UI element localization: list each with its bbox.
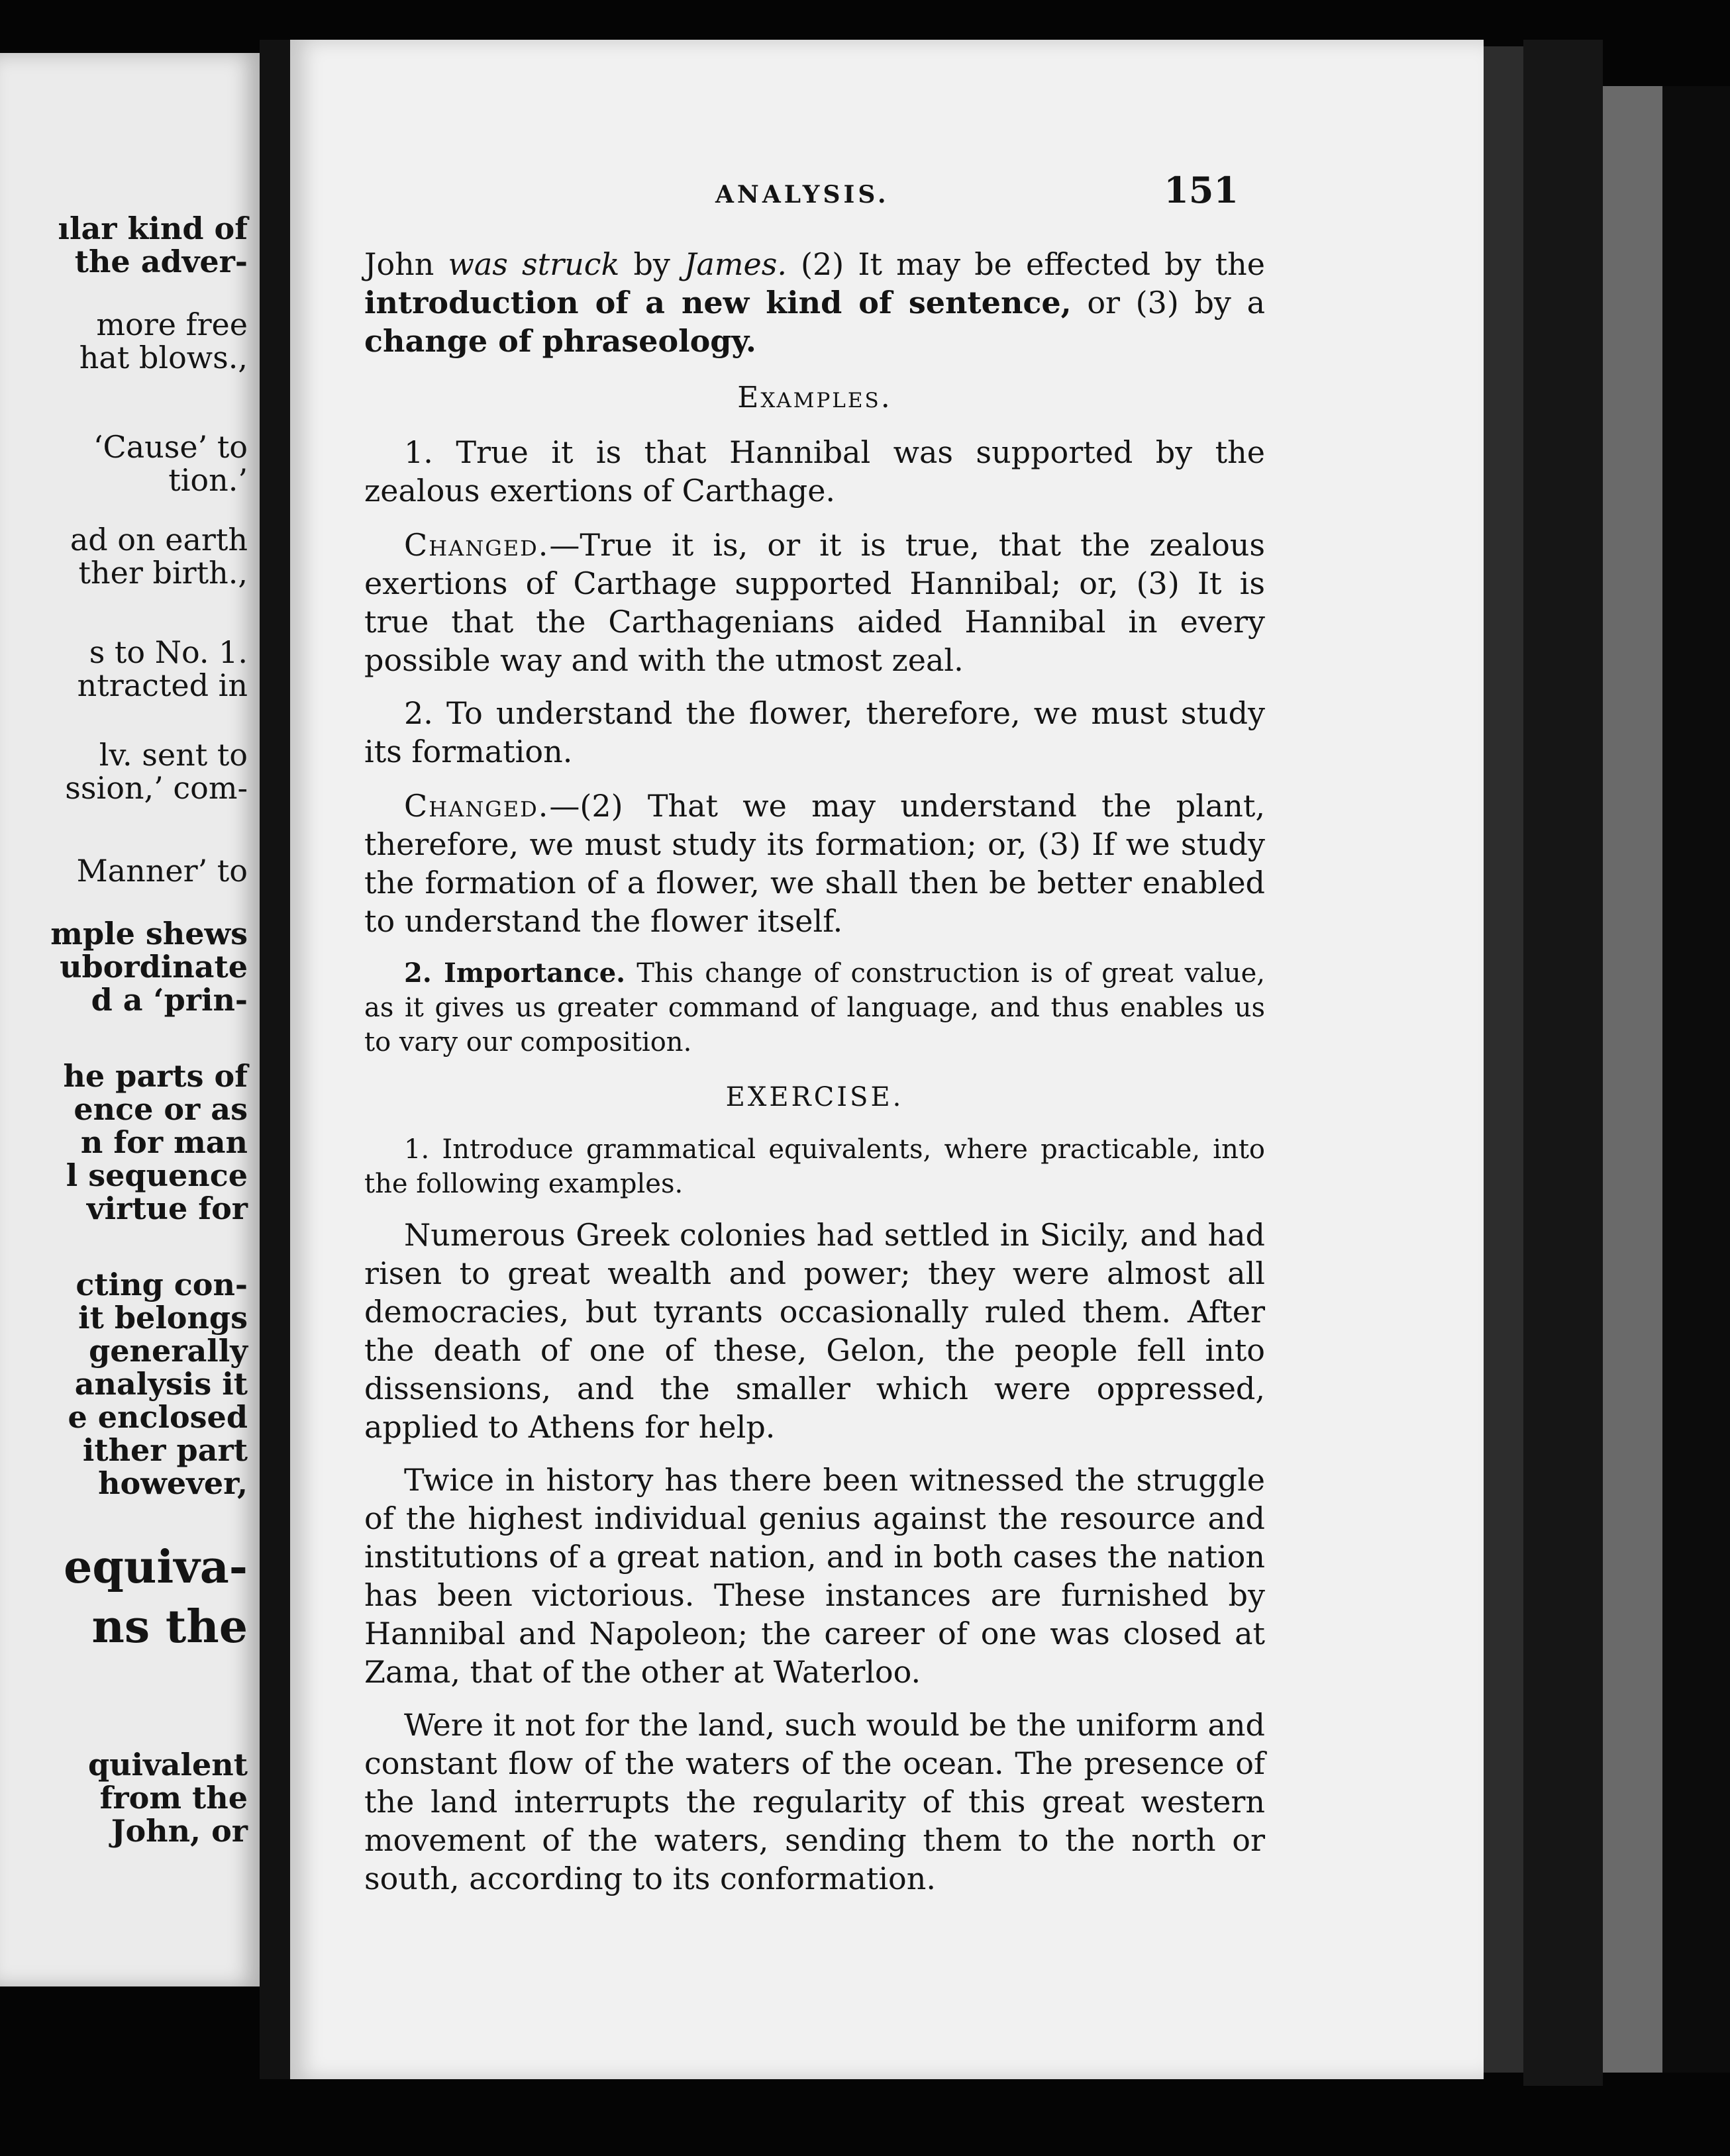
exercise-heading: EXERCISE.: [725, 1082, 904, 1112]
left-page-text-fragment: s to No. 1.: [89, 634, 248, 670]
left-page-text-fragment: l sequence: [66, 1157, 248, 1193]
book-gutter: [260, 40, 290, 2079]
left-page-text-fragment: more free: [96, 307, 248, 342]
left-page-text-fragment: it belongs: [78, 1300, 248, 1336]
example-2-changed: Changed.—(2) That we may understand the plant, therefore, we must study its formation; or, (3) If we study the formation of a flower, we shall then be better enabled to understand the flower itself.: [364, 788, 1265, 939]
left-page-text-fragment: d a ‘prin-: [91, 982, 248, 1018]
page-content: [364, 245, 1265, 1898]
scan-border: [1662, 86, 1730, 2073]
left-page-text-fragment: quivalent: [87, 1747, 248, 1783]
left-page-text-fragment: from the: [99, 1780, 248, 1816]
left-page-text-fragment: Manner’ to: [76, 853, 248, 889]
example-2: 2. To understand the flower, therefore, we must study its formation.: [364, 695, 1265, 769]
left-page-text-fragment: the adver-: [74, 244, 248, 279]
left-page-text-fragment: ns the: [91, 1600, 248, 1653]
page-number: 151: [1164, 169, 1239, 211]
exercise-paragraph: Numerous Greek colonies had settled in Sicily, and had risen to great wealth and power; they were almost all democracies, but tyrants occasionally ruled them. After the death of one of these, Gelon, the people fell into dissensions, and the smaller which were oppressed, applied to Athens for help.: [364, 1217, 1265, 1445]
left-page-text-fragment: ntracted in: [77, 667, 248, 703]
left-page-text-fragment: ssion,’ com-: [65, 770, 248, 806]
left-page-text-fragment: equiva-: [64, 1541, 248, 1594]
left-page-text-fragment: ubordinate: [60, 949, 248, 985]
running-title: ANALYSIS.: [715, 181, 890, 209]
page-edge: [1484, 46, 1523, 2073]
left-page-text-fragment: lv. sent to: [99, 737, 248, 773]
example-1: 1. True it is that Hannibal was supported by the zealous exertions of Carthage.: [364, 434, 1265, 509]
left-page-text-fragment: ence or as: [74, 1091, 248, 1127]
left-page-text-fragment: tion.’: [168, 462, 248, 498]
left-page-text-fragment: ther birth.,: [78, 555, 248, 591]
examples-heading: Examples.: [737, 381, 892, 415]
intro-paragraph: John was struck by James. (2) It may be effected by the introduction of a new kind of sentence, or (3) by a change of phraseology.: [364, 246, 1266, 359]
left-page: [0, 53, 260, 1986]
book-cover-edge: [1523, 40, 1603, 2086]
exercise-paragraph: Twice in history has there been witnessed the struggle of the highest individual genius against the resource and institutions of a great nation, and in both cases the nation has been victorious. These instances are furnished by Hannibal and Napoleon; the career of one was closed at Zama, that of the other at Waterloo.: [364, 1462, 1265, 1690]
left-page-text-fragment: virtue for: [86, 1191, 248, 1226]
left-page-text-fragment: e enclosed: [68, 1399, 248, 1435]
left-page-text-fragment: n for man: [80, 1124, 248, 1160]
left-page-text-fragment: ılar kind of: [58, 211, 248, 246]
left-page-text-fragment: hat blows.,: [79, 340, 248, 375]
left-page-text-fragment: John, or: [111, 1813, 248, 1849]
left-page-text-fragment: ad on earth: [70, 522, 248, 558]
left-page-text-fragment: mple shews: [50, 916, 248, 952]
left-page-text-fragment: ither part: [82, 1432, 248, 1468]
left-page-text-fragment: however,: [98, 1465, 248, 1501]
left-page-text-fragment: he parts of: [63, 1058, 248, 1094]
left-page-text-fragment: generally: [89, 1333, 248, 1369]
running-head: [424, 169, 1239, 222]
left-page-text-fragment: ‘Cause’ to: [93, 429, 248, 465]
example-1-changed: Changed.—True it is, or it is true, that the zealous exertions of Carthage supported Hannibal; or, (3) It is true that the Carthagenians aided Hannibal in every possible way and with the utmost zeal.: [364, 527, 1265, 678]
book-spine-edge: [1603, 86, 1662, 2073]
exercise-instruction: 1. Introduce grammatical equivalents, where practicable, into the following examples.: [364, 1134, 1265, 1199]
left-page-text-fragment: cting con-: [76, 1267, 248, 1302]
exercise-paragraph: Were it not for the land, such would be the uniform and constant flow of the waters of the ocean. The presence of the land interrupts the regularity of this great western movement of the waters, sending them to the north or south, according to its conformation.: [364, 1707, 1265, 1896]
importance-paragraph: 2. Importance. This change of construction is of great value, as it gives us greater command of language, and thus enables us to vary our composition.: [364, 957, 1265, 1057]
left-page-text-fragment: analysis it: [74, 1366, 248, 1402]
